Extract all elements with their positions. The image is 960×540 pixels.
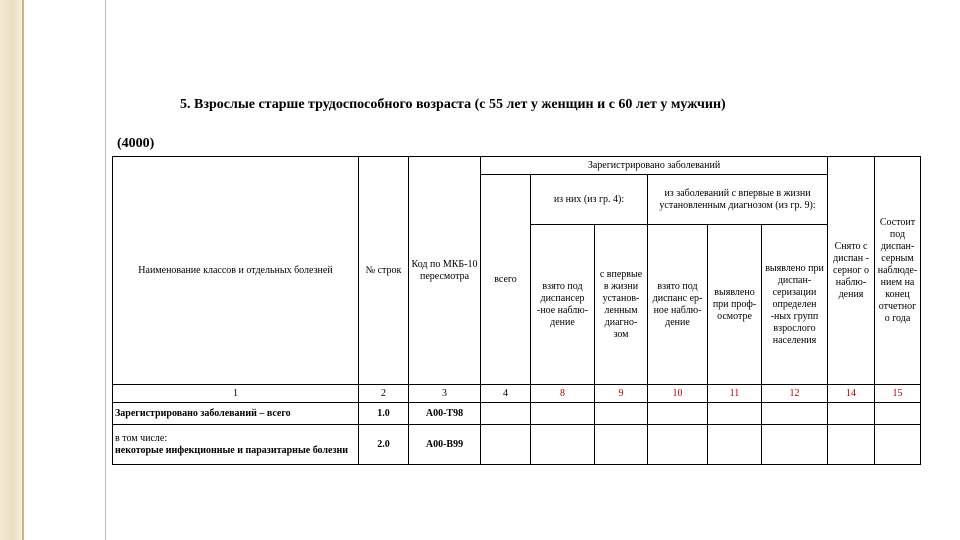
col-number-9: 9 — [595, 385, 648, 403]
header-removed: Снято с диспан - серног о наблю- дения — [828, 157, 875, 385]
col-number-4: 4 — [481, 385, 531, 403]
col-number-10: 10 — [648, 385, 708, 403]
cell-empty[interactable] — [828, 403, 875, 425]
col-number-3: 3 — [409, 385, 481, 403]
col-number-1: 1 — [113, 385, 359, 403]
row-icd: А00-Т98 — [409, 403, 481, 425]
cell-empty[interactable] — [531, 425, 595, 465]
col-number-14: 14 — [828, 385, 875, 403]
table-row — [113, 425, 921, 465]
cell-empty[interactable] — [481, 425, 531, 465]
col-number-2: 2 — [359, 385, 409, 403]
cell-empty[interactable] — [481, 403, 531, 425]
header-first-time: из заболеваний с впервые в жизни установленным диагнозом (из гр. 9): — [648, 175, 828, 225]
header-icd-code: Код по МКБ-10 пересмотра — [409, 157, 481, 385]
header-total: всего — [481, 175, 531, 385]
row-name: некоторые инфекционные и паразитарные болезни — [115, 444, 349, 456]
cell-empty[interactable] — [595, 403, 648, 425]
header-taken-dispensary-2: взято под диспанс ер-ное наблю- дение — [648, 225, 708, 385]
cell-empty[interactable] — [875, 425, 921, 465]
table-row — [113, 403, 921, 425]
header-dispensarization: выявлено при диспан- серизации определен -ных групп взрослого населения — [762, 225, 828, 385]
cell-empty[interactable] — [875, 403, 921, 425]
cell-empty[interactable] — [828, 425, 875, 465]
table-code: (4000) — [117, 136, 155, 151]
header-registered: Зарегистрировано заболеваний — [481, 157, 828, 175]
col-number-12: 12 — [762, 385, 828, 403]
row-icd: А00-В99 — [409, 425, 481, 465]
header-first-diagnosis: с впервые в жизни установ- ленным диагно- зом — [595, 225, 648, 385]
cell-empty[interactable] — [531, 403, 595, 425]
row-number: 2.0 — [359, 425, 409, 465]
col-number-15: 15 — [875, 385, 921, 403]
header-name: Наименование классов и отдельных болезней — [113, 157, 359, 385]
section-heading: 5. Взрослые старше трудоспособного возраста (с 55 лет у женщин и с 60 лет у мужчин) — [180, 97, 726, 112]
cell-empty[interactable] — [648, 403, 708, 425]
header-taken-dispensary: взято под диспансер -ное наблю- дение — [531, 225, 595, 385]
header-of-them: из них (из гр. 4): — [531, 175, 648, 225]
margin-line — [105, 0, 106, 540]
cell-empty[interactable] — [708, 403, 762, 425]
header-state: Состоит под диспан- серным наблюде- нием на конец отчетног о года — [875, 157, 921, 385]
row-name-cell — [113, 425, 359, 465]
header-prof-exam: выявлено при проф- осмотре — [708, 225, 762, 385]
statistics-form-table — [112, 156, 921, 465]
row-number: 1.0 — [359, 403, 409, 425]
row-name: Зарегистрировано заболеваний – всего — [113, 403, 359, 425]
page-binding-strip — [0, 0, 24, 540]
cell-empty[interactable] — [648, 425, 708, 465]
col-number-8: 8 — [531, 385, 595, 403]
col-number-11: 11 — [708, 385, 762, 403]
cell-empty[interactable] — [762, 425, 828, 465]
header-row-number: № строк — [359, 157, 409, 385]
cell-empty[interactable] — [762, 403, 828, 425]
cell-empty[interactable] — [595, 425, 648, 465]
cell-empty[interactable] — [708, 425, 762, 465]
row-prefix: в том числе: — [115, 432, 168, 444]
